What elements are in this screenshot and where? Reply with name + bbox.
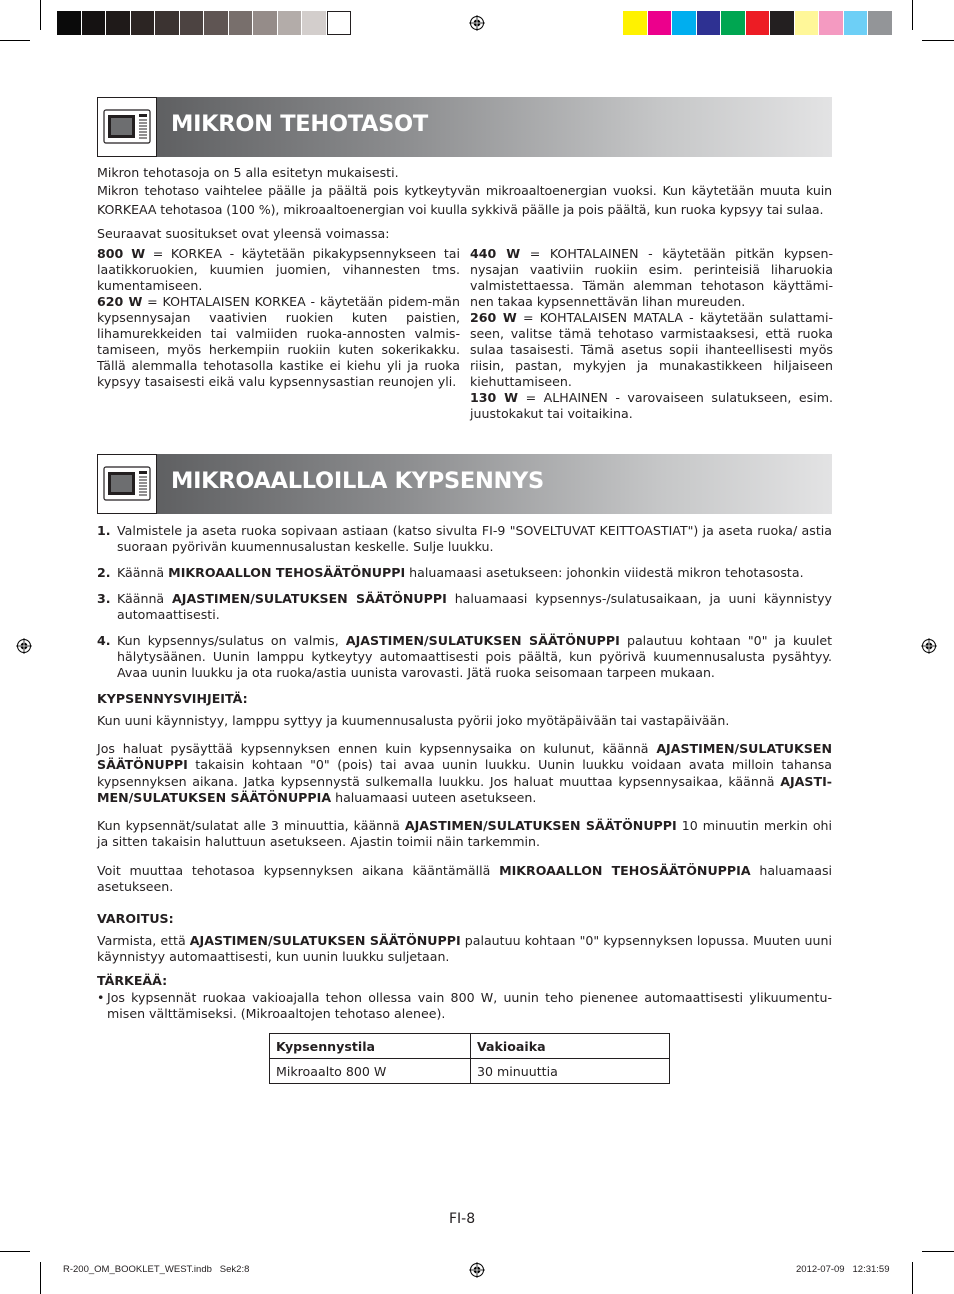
power-level-800w: 800 W = KORKEA - käytetään pikakypsennykseen tai laatikkoruokien, kuumien juomien, vihannesten tms. kumentamiseen. [97, 246, 460, 293]
crop-mark [912, 1262, 913, 1294]
warning-heading: VAROITUS: [97, 911, 174, 926]
bullet-icon: • [97, 990, 105, 1005]
page-number: FI-8 [449, 1211, 476, 1227]
color-swatch [253, 11, 278, 35]
registration-mark-icon [921, 638, 937, 654]
crop-mark [40, 0, 41, 30]
color-swatch [770, 11, 795, 35]
color-swatch [672, 11, 697, 35]
paragraph: Seuraavat suositukset ovat yleensä voimassa: [97, 226, 390, 241]
warning-block [97, 911, 832, 965]
tip-paragraph: Kun kypsennät/sulatat alle 3 minuuttia, käännä AJASTIMEN/SULATUKSEN SÄÄTÖNUPPI 10 minuutin merkin ohi ja sitten takaisin haluttuun asetukseen. Ajastin toimii näin tarkemmin. [97, 818, 833, 850]
crop-mark [922, 1251, 954, 1252]
color-swatch [155, 11, 180, 35]
cmyk-color-bar [623, 11, 893, 35]
crop-mark [0, 40, 30, 41]
crop-mark [912, 0, 913, 30]
color-swatch [327, 11, 352, 35]
color-swatch [648, 11, 673, 35]
table-row [270, 1059, 670, 1084]
color-swatch [795, 11, 820, 35]
color-swatch [868, 11, 893, 35]
table-header-cell: Vakioaika [471, 1034, 670, 1059]
cooking-steps [97, 523, 832, 681]
step-3: 3. Käännä AJASTIMEN/SULATUKSEN SÄÄTÖNUPPI haluamaasi kypsennys-/sulatusaikaan, ja uuni käynnistyy automaattisesti. [97, 591, 832, 622]
color-swatch [229, 11, 254, 35]
warning-text: Varmista, että AJASTIMEN/SULATUKSEN SÄÄTÖNUPPI palautuu kohtaan "0" kypsennyksen lopussa. Muuten uuni käynnistyy automaattisesti, kun uunin luukku suljetaan. [97, 933, 832, 964]
color-swatch [82, 11, 107, 35]
power-levels-right-column [470, 246, 833, 422]
paragraph: Mikron tehotasoja on 5 alla esitetyn mukaisesti. [97, 165, 399, 180]
section-title: MIKRON TEHOTASOT [171, 111, 428, 137]
color-swatch [278, 11, 303, 35]
color-swatch [302, 11, 327, 35]
microwave-icon [97, 97, 157, 157]
crop-mark [922, 40, 954, 41]
power-level-130w: 130 W = ALHAINEN - varovaiseen sulatukseen, esim. juustokakut tai voitaikina. [470, 390, 833, 421]
microwave-icon [97, 454, 157, 514]
cooking-tips [97, 691, 832, 895]
color-swatch [746, 11, 771, 35]
section-title-band [157, 97, 832, 157]
step-text: Käännä MIKROAALLON TEHOSÄÄTÖNUPPI haluamaasi asetukseen: johonkin viidestä mikron tehotasosta. [117, 565, 804, 580]
section-title-band [157, 454, 832, 514]
intro-text [97, 165, 832, 242]
footer-file-info: R-200_OM_BOOKLET_WEST.indb Sek2:8 [63, 1264, 250, 1275]
table-header-row [270, 1034, 670, 1059]
important-heading: TÄRKEÄÄ: [97, 973, 168, 988]
table-cell: Mikroaalto 800 W [270, 1059, 471, 1084]
registration-mark-icon [469, 15, 485, 31]
step-text: Valmistele ja aseta ruoka sopivaan astiaan (katso sivulta FI-9 "SOVELTUVAT KEITTOASTIAT") ja aseta ruoka/ astia suoraan pyörivän kuumennusalustan keskelle. Sulje luukku. [117, 523, 832, 554]
important-bullet: • Jos kypsennät ruokaa vakioajalla tehon ollessa vain 800 W, uunin teho pienenee automaattisesti ylikuumentu-misen välttämiseksi. (Mikroaaltojen tehotaso alenee). [97, 990, 832, 1021]
tip-paragraph: Kun uuni käynnistyy, lamppu syttyy ja kuumennusalusta pyörii joko myötäpäivään tai vastapäivään. [97, 713, 730, 728]
power-level-440w: 440 W = KOHTALAINEN - käytetään pitkän kypsen-nysajan vaativiin ruokiin esim. perinteisiä liharuokia valmistettaessa. Tämän alemman tehotason käyttämi-nen takaa kypsennettävän lihan mureuden. [470, 246, 833, 309]
step-2: 2. Käännä MIKROAALLON TEHOSÄÄTÖNUPPI haluamaasi asetukseen: johonkin viidestä mikron tehotasosta. [97, 565, 804, 580]
color-swatch [180, 11, 205, 35]
tip-paragraph: Voit muuttaa tehotasoa kypsennyksen aikana kääntämällä MIKROAALLON TEHOSÄÄTÖNUPPIA haluamaasi asetukseen. [97, 863, 832, 895]
power-level-260w: 260 W = KOHTALAISEN MATALA - käytetään sulattami-seen, valitse tämä tehotaso varmistaaksesi, että ruoka sulaa tasaisesti. Tämä asetus sopii ihanteellisesti myös riisin, pastan, mykyjen ja munakastikkeen hiljaiseen kiehuttamiseen. [470, 310, 833, 389]
registration-mark-icon [16, 638, 32, 654]
color-swatch [131, 11, 156, 35]
power-levels-left-column [97, 246, 460, 390]
color-swatch [721, 11, 746, 35]
crop-mark [0, 1251, 30, 1252]
tip-paragraph: Jos haluat pysäyttää kypsennyksen ennen kuin kypsennysaika on kulunut, käännä AJASTIMEN/SULATUKSEN SÄÄTÖNUPPI takaisin kohtaan "0" (pois) tai avaa uunin luukku. Uunin luukku voidaan avata milloin tahansa kypsennyksen aikana. Jatka kypsennystä sulkemalla luukku. Jos haluat muuttaa kypsennysaikaa, käännä AJASTI-MEN/SULATUKSEN SÄÄTÖNUPPIA haluamaasi uuteen asetukseen. [97, 741, 832, 805]
color-swatch [204, 11, 229, 35]
important-block [97, 973, 832, 1022]
table-cell: 30 minuuttia [471, 1059, 670, 1084]
color-swatch [844, 11, 869, 35]
grayscale-color-bar [57, 11, 351, 35]
color-swatch [697, 11, 722, 35]
table-header-cell: Kypsennystila [270, 1034, 471, 1059]
registration-mark-icon [469, 1262, 485, 1278]
tips-heading: KYPSENNYSVIHJEITÄ: [97, 691, 248, 706]
section-title: MIKROAALLOILLA KYPSENNYS [171, 468, 544, 494]
color-swatch [57, 11, 82, 35]
crop-mark [40, 1262, 41, 1294]
color-swatch [819, 11, 844, 35]
footer-timestamp: 2012-07-09 12:31:59 [796, 1264, 890, 1275]
color-swatch [106, 11, 131, 35]
paragraph: Mikron tehotaso vaihtelee päälle ja päältä pois kytkeytyvän mikroaaltoenergian vuoksi. Kun käytetään muuta kuin KORKEAA tehotasoa (100 %), mikroaaltoenergian voi kuulla sykkivä päälle ja pois päältä, kun ruoka kypsyy tai sulaa. [97, 183, 832, 217]
step-text: Kun kypsennys/sulatus on valmis, AJASTIMEN/SULATUKSEN SÄÄTÖNUPPI palautuu kohtaan "0" ja kuulet hälytysäänen. Uunin lamppu kytkeytyy automaattisesti pois päältä, kun pyörivä kuumennusalusta pysähtyy. Avaa uunin luukku ja ota ruoka/astia uunista varovasti. Jätä ruoka seisomaan tarpeen mukaan. [117, 633, 833, 680]
color-swatch [623, 11, 648, 35]
section-header-power-levels [97, 97, 832, 157]
section-header-microwave-cooking [97, 454, 832, 514]
power-level-620w: 620 W = KOHTALAISEN KORKEA - käytetään pidem-män kypsennysajan vaativien ruokien kuten paistien, lihamurekkeiden tai valmiiden ruoka-annosten valmis-tamiseen, myös herkempiin ruokiin kuten sokerikakku. Tällä alemmalla tehotasolla kastike ei kiehu yli ja ruoka kypsyy tasaisesti eikä valu kypsennysastian reunojen yli. [97, 294, 460, 389]
step-4: 4. Kun kypsennys/sulatus on valmis, AJASTIMEN/SULATUKSEN SÄÄTÖNUPPI palautuu kohtaan "0" ja kuulet hälytysäänen. Uunin lamppu kytkeytyy automaattisesti pois päältä, kun pyörivä kuumennusalusta pysähtyy. Avaa uunin luukku ja ota ruoka/astia uunista varovasti. Jätä ruoka seisomaan tarpeen mukaan. [97, 633, 833, 680]
default-time-table [269, 1033, 670, 1084]
step-1: 1. Valmistele ja aseta ruoka sopivaan astiaan (katso sivulta FI-9 "SOVELTUVAT KEITTOASTIAT") ja aseta ruoka/ astia suoraan pyörivän kuumennusalustan keskelle. Sulje luukku. [97, 523, 832, 554]
step-text: Käännä AJASTIMEN/SULATUKSEN SÄÄTÖNUPPI haluamaasi kypsennys-/sulatusaikaan, ja uuni käynnistyy automaattisesti. [117, 591, 832, 622]
